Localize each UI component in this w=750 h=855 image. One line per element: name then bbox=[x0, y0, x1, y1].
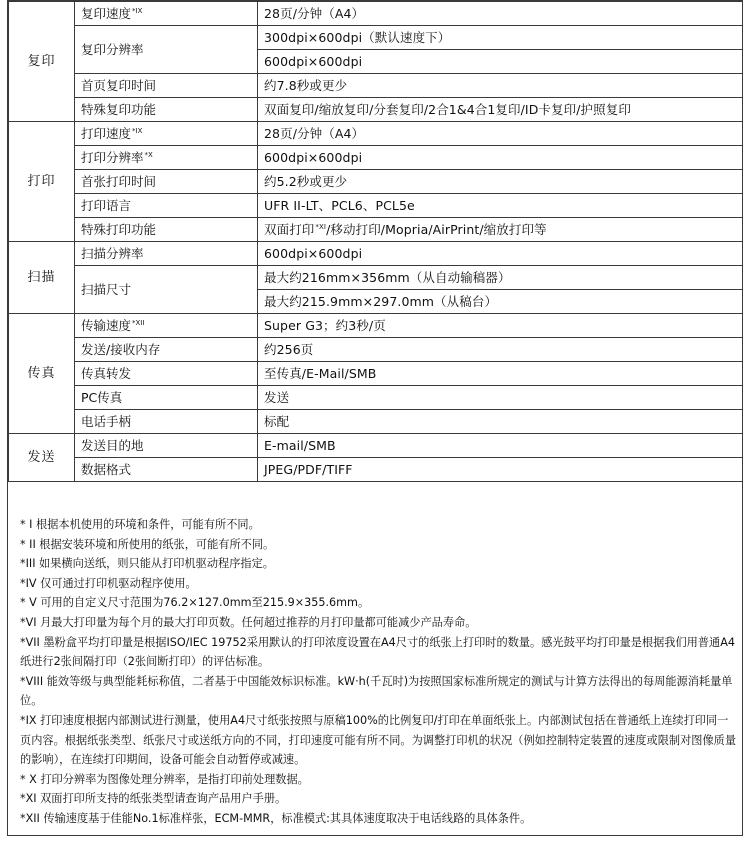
item-cell bbox=[75, 74, 258, 98]
footnote: *VI 月最大打印量为每个月的最大打印页数。任何超过推荐的月打印量都可能减少产品寿命。 bbox=[20, 615, 477, 629]
spec-row bbox=[9, 434, 743, 458]
footnote: *IX 打印速度根据内部测试进行测量，使用A4尺寸纸张按照与原稿100%的比例复印/打印在单面纸张上。内部测试包括在普通纸上连续打印同一页内容。根据纸张类型、纸张尺寸或送纸方向的不同，打印速度可能有所不同。为调整打印机的状况（例如控制特定装置的速度或限制对图像质量的影响），在连续打印期间，设备可能会自动暂停或减速。 bbox=[20, 713, 737, 767]
footnote-ref: *X bbox=[144, 151, 153, 159]
value-cell: 600dpi×600dpi bbox=[258, 146, 743, 170]
item-label: 传真转发 bbox=[81, 366, 132, 381]
item-cell bbox=[75, 98, 258, 122]
footnote: *XII 传输速度基于佳能No.1标准样张，ECM-MMR，标准模式:其具体速度取决于电话线路的具体条件。 bbox=[20, 811, 532, 825]
item-label: 电话手柄 bbox=[81, 414, 132, 429]
item-cell bbox=[75, 266, 258, 314]
footnote: *IV 仅可通过打印机驱动程序使用。 bbox=[20, 576, 197, 590]
item-label: 发送/接收内存 bbox=[81, 342, 161, 357]
item-cell bbox=[75, 458, 258, 482]
item-label: 打印语言 bbox=[81, 198, 132, 213]
spec-table-body bbox=[9, 2, 743, 482]
spec-table bbox=[8, 1, 743, 482]
footnote: * X 打印分辨率为图像处理分辨率，是指打印前处理数据。 bbox=[20, 772, 309, 786]
value-cell: 双面复印/缩放复印/分套复印/2合1&4合1复印/ID卡复印/护照复印 bbox=[258, 98, 743, 122]
value-cell: 600dpi×600dpi bbox=[258, 50, 743, 74]
value-cell: 28页/分钟（A4） bbox=[258, 122, 743, 146]
item-cell bbox=[75, 122, 258, 146]
spec-row bbox=[9, 74, 743, 98]
value-cell: 28页/分钟（A4） bbox=[258, 2, 743, 26]
footnote: *VII 墨粉盒平均打印量是根据ISO/IEC 19752采用默认的打印浓度设置在A4尺寸的纸张上打印时的数量。感光鼓平均打印量是根据我们用普通A4纸进行2张间隔打印（2张间断打印）的评估标准。 bbox=[20, 635, 735, 669]
value-cell: Super G3；约3秒/页 bbox=[258, 314, 743, 338]
value-cell: UFR II-LT、PCL6、PCL5e bbox=[258, 194, 743, 218]
spec-row bbox=[9, 146, 743, 170]
item-label: 特殊复印功能 bbox=[81, 102, 157, 117]
value-cell: 约7.8秒或更少 bbox=[258, 74, 743, 98]
footnote: *XI 双面打印所支持的纸张类型请查询产品用户手册。 bbox=[20, 792, 287, 806]
value-cell: 约5.2秒或更少 bbox=[258, 170, 743, 194]
item-cell bbox=[75, 146, 258, 170]
item-label: 特殊打印功能 bbox=[81, 222, 157, 237]
footnote: *III 如果横向送纸，则只能从打印机驱动程序指定。 bbox=[20, 557, 274, 571]
item-cell bbox=[75, 338, 258, 362]
footnote-ref: *XII bbox=[132, 319, 145, 327]
value-text: /移动打印/Mopria/AirPrint/缩放打印等 bbox=[326, 222, 547, 237]
item-cell bbox=[75, 170, 258, 194]
footnotes bbox=[20, 515, 738, 829]
spec-sheet bbox=[7, 0, 743, 836]
value-cell: 300dpi×600dpi（默认速度下） bbox=[258, 26, 743, 50]
spec-row bbox=[9, 26, 743, 50]
spec-row bbox=[9, 218, 743, 242]
item-cell bbox=[75, 434, 258, 458]
footnote: * II 根据安装环境和所使用的纸张，可能有所不同。 bbox=[20, 537, 275, 551]
item-cell bbox=[75, 2, 258, 26]
spec-row bbox=[9, 170, 743, 194]
spec-row bbox=[9, 458, 743, 482]
item-label: 发送目的地 bbox=[81, 438, 144, 453]
spec-row bbox=[9, 410, 743, 434]
category-cell: 复印 bbox=[9, 2, 75, 122]
spec-row bbox=[9, 242, 743, 266]
value-cell bbox=[258, 218, 743, 242]
value-cell: 最大约216mm×356mm（从自动输稿器） bbox=[258, 266, 743, 290]
item-cell bbox=[75, 314, 258, 338]
value-text: 双面打印 bbox=[264, 222, 315, 237]
item-cell bbox=[75, 26, 258, 74]
category-cell: 发送 bbox=[9, 434, 75, 482]
footnote: *VIII 能效等级与典型能耗标称值，二者基于中国能效标识标准。kW·h(千瓦时)为按照国家标准所规定的测试与计算方法得出的每周能源消耗量单位。 bbox=[20, 674, 733, 708]
value-cell: 约256页 bbox=[258, 338, 743, 362]
value-cell: 600dpi×600dpi bbox=[258, 242, 743, 266]
footnote-ref: *IX bbox=[132, 127, 143, 135]
footnote: * V 可用的自定义尺寸范围为76.2×127.0mm至215.9×355.6mm。 bbox=[20, 596, 370, 610]
item-label: 首张打印时间 bbox=[81, 174, 157, 189]
spec-row bbox=[9, 122, 743, 146]
spec-row bbox=[9, 338, 743, 362]
value-cell: 最大约215.9mm×297.0mm（从稿台） bbox=[258, 290, 743, 314]
spec-row bbox=[9, 98, 743, 122]
item-label: PC传真 bbox=[81, 390, 123, 405]
item-cell bbox=[75, 194, 258, 218]
item-label: 首页复印时间 bbox=[81, 78, 157, 93]
item-label: 扫描分辨率 bbox=[81, 246, 144, 261]
item-label: 打印分辨率 bbox=[81, 150, 144, 165]
item-cell bbox=[75, 362, 258, 386]
item-label: 打印速度 bbox=[81, 126, 132, 141]
item-cell bbox=[75, 218, 258, 242]
spec-row bbox=[9, 386, 743, 410]
item-label: 复印速度 bbox=[81, 6, 132, 21]
value-cell: 发送 bbox=[258, 386, 743, 410]
spec-row bbox=[9, 314, 743, 338]
footnote-ref: *IX bbox=[132, 7, 143, 15]
item-cell bbox=[75, 242, 258, 266]
spec-row bbox=[9, 266, 743, 290]
value-cell: 标配 bbox=[258, 410, 743, 434]
item-label: 数据格式 bbox=[81, 462, 132, 477]
footnote: * I 根据本机使用的环境和条件，可能有所不同。 bbox=[20, 518, 260, 531]
value-cell: E-mail/SMB bbox=[258, 434, 743, 458]
category-cell: 打印 bbox=[9, 122, 75, 242]
item-cell bbox=[75, 386, 258, 410]
item-label: 传输速度 bbox=[81, 318, 132, 333]
spec-row bbox=[9, 362, 743, 386]
category-cell: 传真 bbox=[9, 314, 75, 434]
value-cell: JPEG/PDF/TIFF bbox=[258, 458, 743, 482]
value-cell: 至传真/E-Mail/SMB bbox=[258, 362, 743, 386]
item-label: 扫描尺寸 bbox=[81, 282, 132, 297]
category-cell: 扫描 bbox=[9, 242, 75, 314]
footnote-ref: *XI bbox=[315, 223, 327, 231]
spec-row bbox=[9, 194, 743, 218]
item-label: 复印分辨率 bbox=[81, 42, 144, 57]
spec-row bbox=[9, 2, 743, 26]
item-cell bbox=[75, 410, 258, 434]
